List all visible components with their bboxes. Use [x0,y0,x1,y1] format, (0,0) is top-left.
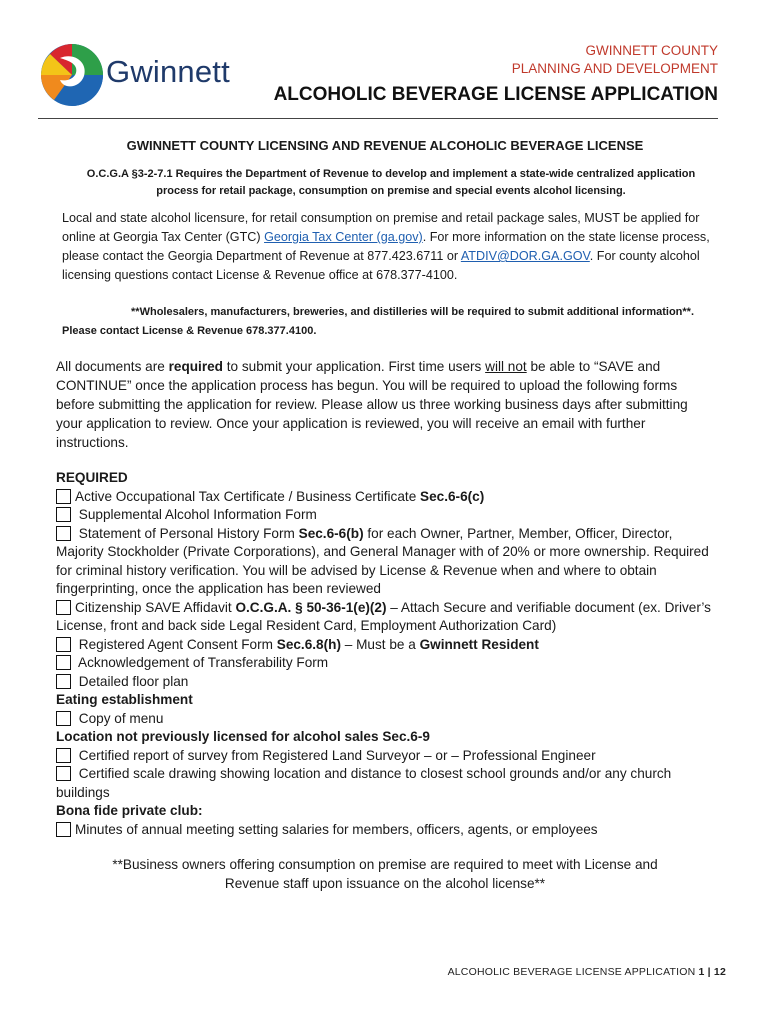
intro-text-1: Local and state alcohol licensure, for retail consumption on premise and retail package sales, MUST be applied for online at Georgia Tax Center (GTC) [62,211,700,244]
list-item [56,636,720,655]
intro-paragraph [62,209,722,285]
item-text: Citizenship SAVE Affidavit [75,599,236,615]
item-ref: O.C.G.A. § 50-36-1(e)(2) [235,599,387,615]
checkbox[interactable] [56,526,71,541]
list-item [56,710,720,729]
item-text: Minutes of annual meeting setting salaries for members, officers, agents, or employees [75,821,598,837]
checkbox[interactable] [56,507,71,522]
item-resident: Gwinnett Resident [419,636,539,652]
checkbox[interactable] [56,748,71,763]
closing-note-line-1: **Business owners offering consumption on premise are required to meet with License and [112,857,658,872]
list-item [56,673,720,692]
required-heading: REQUIRED [56,470,128,485]
closing-note [0,855,770,893]
intro-text-3: . For county alcohol licensing questions contact License & Revenue office at 678.377-4100. [62,249,700,282]
atdiv-email-link[interactable]: ATDIV@DOR.GA.GOV [460,249,590,263]
item-text: Active Occupational Tax Certificate / Business Certificate [75,488,421,504]
checkbox[interactable] [56,489,71,504]
intro-text-2: . For more information on the state license process, please contact the Georgia Department of Revenue at 877.423.6711 or [62,230,710,263]
list-item [56,525,720,599]
section-title: GWINNETT COUNTY LICENSING AND REVENUE ALCOHOLIC BEVERAGE LICENSE [126,138,644,153]
checkbox[interactable] [56,674,71,689]
item-ref: Sec.6-6(c) [420,488,485,504]
page-footer [448,966,726,978]
list-item [56,506,720,525]
item-text: Supplemental Alcohol Information Form [78,507,317,522]
eating-heading: Eating establishment [56,692,193,707]
gwinnett-logo-icon [40,42,104,108]
checkbox[interactable] [56,711,71,726]
item-text: Copy of menu [78,710,164,726]
documents-text-3: be able to “SAVE and CONTINUE” once the application process has begun. You will be required to upload the following forms before submitting the application for review. Please allow us three working business days after submitting your application to review. Once your application is reviewed, you will receive an email with further instructions. [56,359,688,450]
page-title: ALCOHOLIC BEVERAGE LICENSE APPLICATION [273,84,718,105]
ocga-statement [56,166,726,200]
logo-wordmark: Gwinnett [106,54,230,89]
ocga-line-1: O.C.G.A §3-2-7.1 Requires the Department of Revenue to develop and implement a state-wide centralized application [86,168,696,180]
item-text: – Attach Secure and verifiable document (ex. Driver’s License, front and back side Legal Resident Card, Employment Authorization Card) [56,599,711,633]
county-line-2: PLANNING AND DEVELOPMENT [511,61,718,76]
will-not-text: will not [485,359,527,374]
page-number: 1 | 12 [698,966,726,978]
county-line-1: GWINNETT COUNTY [585,43,718,58]
header-divider [38,118,718,119]
item-text: Detailed floor plan [78,673,189,689]
closing-note-line-2: Revenue staff upon issuance on the alcohol license** [224,876,546,891]
item-text: – Must be a [340,636,420,652]
item-ref: Sec.6.8(h) [276,636,341,652]
list-item [56,654,720,673]
list-item [56,821,720,840]
wholesale-note [62,303,722,341]
ocga-line-2: process for retail package, consumption on premise and special events alcohol licensing. [156,185,626,197]
list-item [56,747,720,766]
documents-text-1: All documents are [56,359,169,374]
footer-label: ALCOHOLIC BEVERAGE LICENSE APPLICATION [447,966,699,978]
checkbox[interactable] [56,637,71,652]
checkbox[interactable] [56,766,71,781]
item-text: Certified report of survey from Registered Land Surveyor – or – Professional Engineer [78,747,596,763]
wholesale-note-line-2: Please contact License & Revenue 678.377.4100. [62,325,317,337]
item-ref: Sec.6-6(b) [298,525,364,541]
location-heading: Location not previously licensed for alcohol sales Sec.6-9 [56,729,430,744]
documents-text-2: to submit your application. First time users [222,359,486,374]
item-text: Registered Agent Consent Form [78,636,277,652]
gwinnett-logo [40,42,250,108]
item-text: Statement of Personal History Form [78,525,299,541]
checkbox[interactable] [56,822,71,837]
item-text: Certified scale drawing showing location and distance to closest school grounds and/or any church buildings [56,766,672,800]
checkbox[interactable] [56,600,71,615]
list-item [56,488,720,507]
item-text: for each Owner, Partner, Member, Officer, Director, Majority Stockholder (Private Corporations), and General Manager with of 20% or more ownership. Required for criminal history verification. You will be advised by License & Revenue when and where to obtain fingerprinting, once the application has been reviewed [56,525,709,596]
wholesale-note-line-1: **Wholesalers, manufacturers, breweries, and distilleries will be required to submit additional information**. [131,306,694,318]
gtc-link[interactable]: Georgia Tax Center (ga.gov) [264,230,423,244]
club-heading: Bona fide private club: [56,803,203,818]
required-list [56,469,720,839]
checkbox[interactable] [56,655,71,670]
list-item [56,765,720,802]
item-text: Acknowledgement of Transferability Form [78,655,329,670]
list-item [56,599,720,636]
documents-paragraph [56,357,716,452]
required-word: required [168,359,223,374]
page-header [0,0,770,120]
header-right [274,42,718,106]
